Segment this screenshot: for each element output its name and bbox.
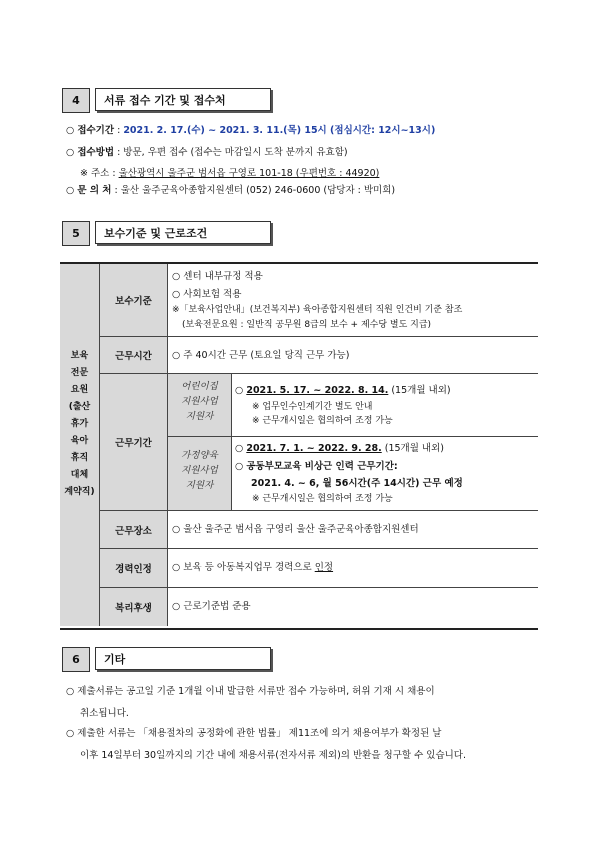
grid-line — [99, 587, 538, 588]
row-header-line: 휴가 — [70, 419, 89, 429]
career-prefix: ○ 보육 등 아동복지업무 경력으로 — [172, 562, 315, 573]
period-value: 2021. 2. 17.(수) ~ 2021. 3. 11.(목) 15시 (점심시간: 12시~13시) — [123, 125, 436, 136]
contact-value: : 울산 울주군육아종합지원센터 (052) 246-0600 (담당자 : 박미희) — [114, 185, 396, 196]
bullet: ○ — [235, 443, 244, 454]
row-header-text — [60, 348, 99, 501]
period-label: 근무기간 — [100, 374, 167, 510]
pay-line2: ○ 사회보험 적용 — [172, 289, 242, 300]
method-line — [66, 146, 348, 160]
bullet: ○ — [66, 147, 75, 158]
pay-note1: ※「보육사업안내」(보건복지부) 육아종합지원센터 직원 인건비 기준 참조 — [172, 305, 463, 315]
sub1-date-line — [235, 384, 451, 397]
section-title: 서류 접수 기간 및 접수처 — [95, 88, 271, 111]
sub1-date: 2021. 5. 17. ~ 2022. 8. 14. — [246, 385, 389, 396]
grid-line — [167, 436, 538, 437]
method-label: 접수방법 — [77, 147, 115, 158]
grid-line — [231, 374, 232, 510]
period-label: 접수기간 — [77, 125, 115, 136]
pay-label: 보수기준 — [100, 264, 167, 336]
sub-label-line: 가정양육 — [181, 450, 218, 461]
sub2-line3: 2021. 4. ~ 6, 월 56시간(주 14시간) 근무 예정 — [251, 478, 463, 489]
contact-label: 문 의 처 — [77, 185, 112, 196]
career-value — [172, 561, 333, 574]
section-number: 5 — [62, 221, 90, 246]
method-value: : 방문, 우편 접수 (접수는 마감일시 도착 분까지 유효함) — [117, 147, 348, 158]
row-header-line: 요원 — [70, 385, 89, 395]
sub2-note: ※ 근무개시일은 협의하여 조정 가능 — [252, 494, 393, 504]
section-number: 6 — [62, 647, 90, 672]
pay-line1: ○ 센터 내부규정 적용 — [172, 271, 263, 282]
row-header-line: 대체 — [70, 470, 89, 480]
row-header-line: 휴직 — [70, 453, 89, 463]
sub1-note1: ※ 업무인수인계기간 별도 안내 — [252, 402, 373, 412]
career-label: 경력인정 — [100, 549, 167, 587]
etc-item2-line1: ○ 제출한 서류는 「채용절차의 공정화에 관한 법률」 제11조에 의거 채용여부가 확정된 날 — [66, 728, 442, 739]
address-line — [80, 167, 379, 181]
grid-line — [99, 510, 538, 511]
section-4-header — [62, 88, 271, 113]
sub1-note2: ※ 근무개시일은 협의하여 조정 가능 — [252, 416, 393, 426]
row-header-line: 계약직) — [64, 487, 95, 497]
sub2-line2 — [235, 460, 398, 473]
conditions-table — [60, 262, 538, 630]
row-header-line: 육아 — [70, 436, 89, 446]
welfare-value: ○ 근로기준법 준용 — [172, 601, 251, 612]
contact-line — [66, 184, 395, 198]
sub2-date-tail: (15개월 내외) — [381, 443, 444, 454]
place-value: ○ 울산 울주군 범서읍 구영리 울산 울주군육아종합지원센터 — [172, 524, 419, 535]
grid-line — [99, 548, 538, 549]
grid-line — [99, 336, 538, 337]
section-5-header — [62, 221, 271, 246]
section-title: 기타 — [95, 647, 271, 670]
period-sub1-label — [168, 379, 231, 424]
sub-label-line: 지원사업 — [181, 396, 218, 407]
row-header-line: 보육 — [70, 351, 89, 361]
bullet: ○ — [66, 125, 75, 136]
sub-label-line: 지원자 — [185, 411, 214, 422]
row-header-line: (출산 — [68, 402, 91, 412]
bullet: ○ — [235, 385, 244, 396]
sub2-date-line — [235, 442, 444, 455]
sub-label-line: 어린이집 — [181, 381, 218, 392]
address-value: 울산광역시 울주군 범서읍 구영로 101-18 (우편번호 : 44920) — [118, 168, 380, 179]
sub2-date: 2021. 7. 1. ~ 2022. 9. 28. — [246, 443, 382, 454]
period-sub2-label — [168, 448, 231, 493]
section-title: 보수기준 및 근로조건 — [95, 221, 271, 244]
sub1-date-tail: (15개월 내외) — [388, 385, 451, 396]
sub-label-line: 지원사업 — [181, 465, 218, 476]
etc-item2-line2: 이후 14일부터 30일까지의 기간 내에 채용서류(전자서류 제외)의 반환을 청구할 수 있습니다. — [80, 750, 467, 761]
grid-line — [167, 264, 168, 626]
etc-item1-line2: 취소됩니다. — [80, 708, 129, 719]
sub-label-line: 지원자 — [185, 480, 214, 491]
place-label: 근무장소 — [100, 511, 167, 548]
section-6-header — [62, 647, 271, 672]
pay-note2: (보육전문요원 : 일반직 공무원 8급의 보수 + 제수당 별도 지급) — [182, 320, 432, 330]
address-prefix: ※ 주소 : — [80, 168, 119, 179]
period-line: ○ 접수기간 : 2021. 2. 17.(수) ~ 2021. 3. 11.(목) 15시 (점심시간: 12시~13시) — [66, 125, 436, 136]
bullet: ○ — [235, 461, 244, 472]
grid-line — [99, 373, 538, 374]
bullet: ○ — [66, 185, 75, 196]
career-underlined: 인정 — [314, 562, 334, 573]
hours-value: ○ 주 40시간 근무 (토요일 당직 근무 가능) — [172, 350, 350, 361]
welfare-label: 복리후생 — [100, 588, 167, 626]
section-number: 4 — [62, 88, 90, 113]
sub2-line2-text: 공동부모교육 비상근 인력 근무기간: — [246, 461, 398, 472]
grid-line — [99, 264, 100, 626]
hours-label: 근무시간 — [100, 337, 167, 373]
row-header-line: 전문 — [70, 368, 89, 378]
etc-item1-line1: ○ 제출서류는 공고일 기준 1개월 이내 발급한 서류만 접수 가능하며, 허위 기재 시 채용이 — [66, 686, 435, 697]
